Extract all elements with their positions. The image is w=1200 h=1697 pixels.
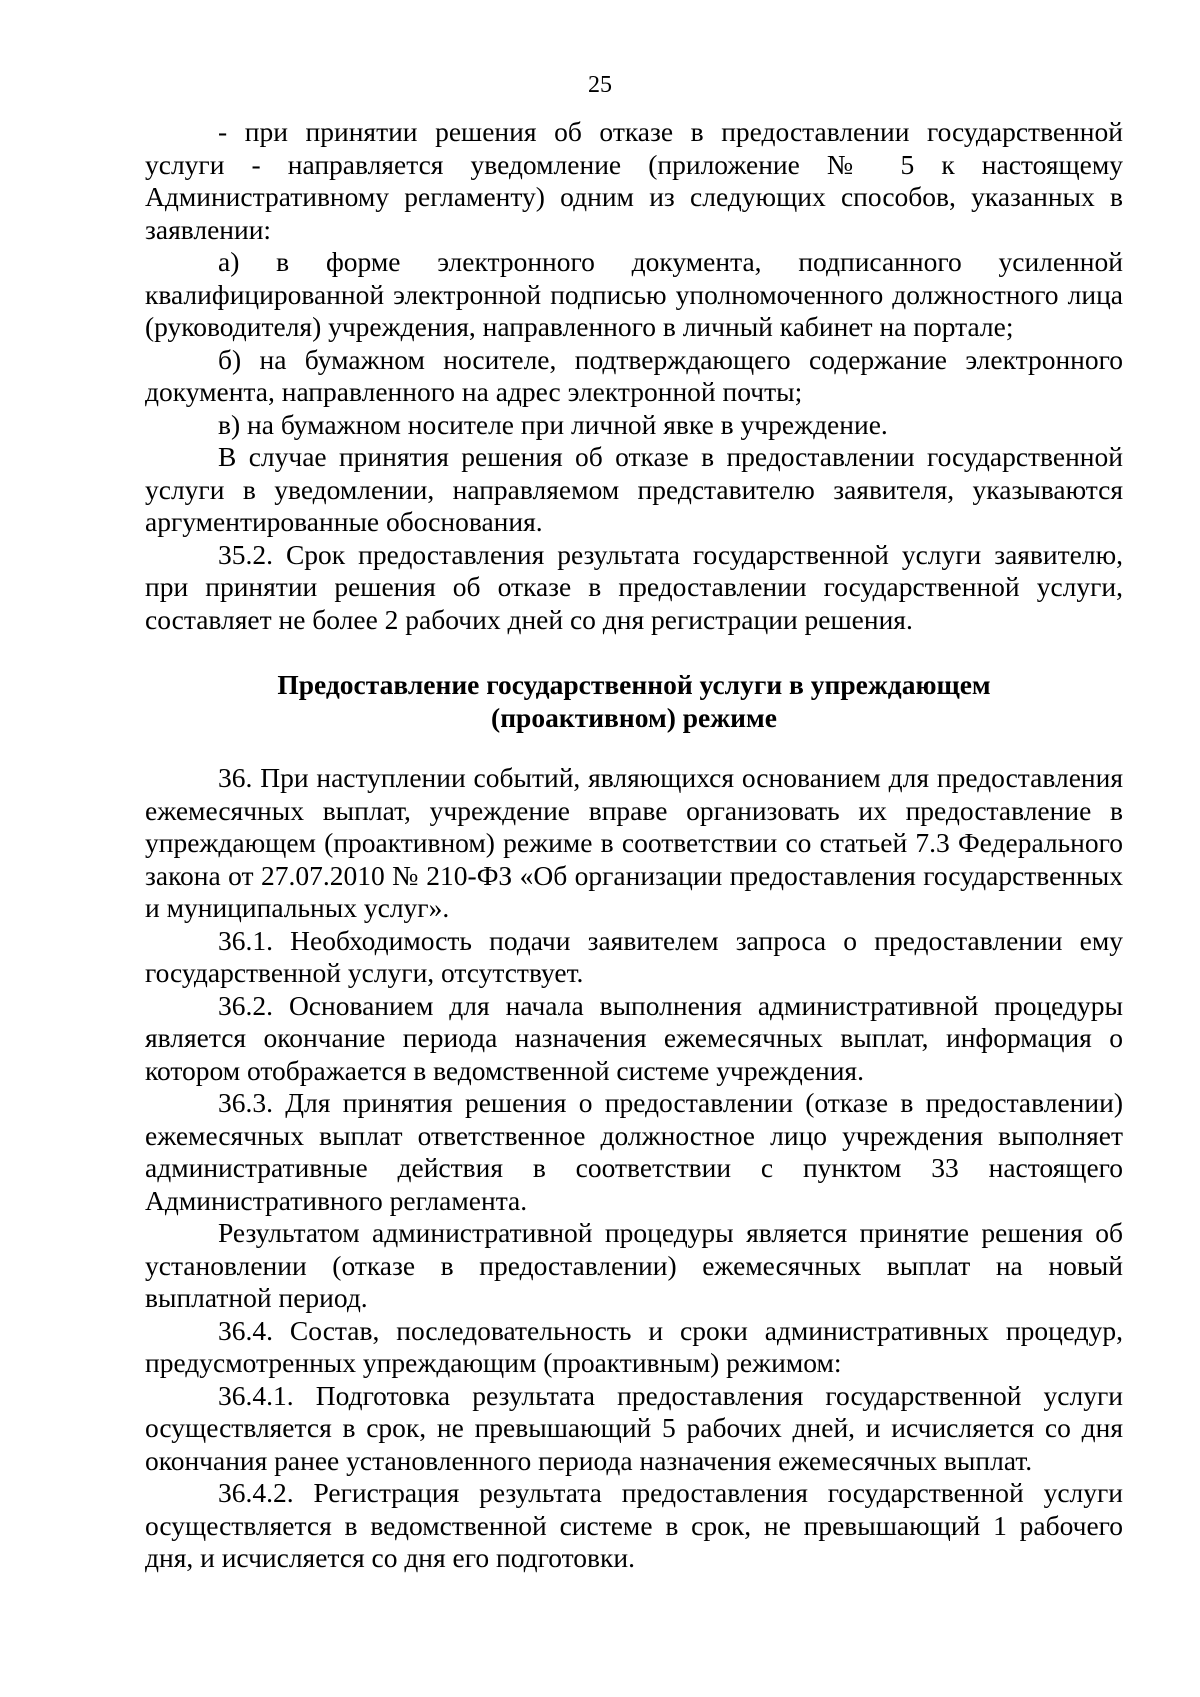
paragraph-option-a: а) в форме электронного документа, подписанного усиленной квалифицированной электронной подписью уполномоченного должностного лица (руководителя) учреждения, направленного в личный кабинет на портале;: [145, 246, 1123, 342]
paragraph-result: Результатом административной процедуры является принятие решения об установлении (отказе в предоставлении) ежемесячных выплат на новый выплатной период.: [145, 1217, 1123, 1313]
document-body: [145, 116, 1123, 1575]
paragraph-36: 36. При наступлении событий, являющихся основанием для предоставления ежемесячных выплат, учреждение вправе организовать их предоставление в упреждающем (проактивном) режиме в соответствии со статьей 7.3 Федерального закона от 27.07.2010 № 210-ФЗ «Об организации предоставления государственных и муниципальных услуг».: [145, 762, 1123, 923]
paragraph-representative-notice: В случае принятия решения об отказе в предоставлении государственной услуги в уведомлении, направляемом представителю заявителя, указываются аргументированные обоснования.: [145, 441, 1123, 537]
paragraph-36-4-1: 36.4.1. Подготовка результата предоставления государственной услуги осуществляется в срок, не превышающий 5 рабочих дней, и исчисляется со дня окончания ранее установленного периода назначения ежемесячных выплат.: [145, 1379, 1123, 1476]
section-heading-line-2: (проактивном) режиме: [491, 701, 777, 733]
paragraph-refusal-notice: - при принятии решения об отказе в предоставлении государственной услуги - направляется уведомление (приложение № 5 к настоящему Административному регламенту) одним из следующих способов, указанных в заявлении:: [145, 116, 1123, 245]
paragraph-option-c: в) на бумажном носителе при личной явке в учреждение.: [218, 408, 888, 440]
paragraph-36-2: 36.2. Основанием для начала выполнения административной процедуры является окончание периода назначения ежемесячных выплат, информация о котором отображается в ведомственной системе учреждения.: [145, 989, 1123, 1086]
paragraph-36-4: 36.4. Состав, последовательность и сроки административных процедур, предусмотренных упреждающим (проактивным) режимом:: [145, 1314, 1123, 1378]
page-number: 25: [588, 72, 612, 98]
section-heading: [145, 669, 1123, 734]
paragraph-36-1: 36.1. Необходимость подачи заявителем запроса о предоставлении ему государственной услуги, отсутствует.: [145, 924, 1123, 988]
paragraph-35-2: 35.2. Срок предоставления результата государственной услуги заявителю, при принятии решения об отказе в предоставлении государственной услуги, составляет не более 2 рабочих дней со дня регистрации решения.: [145, 538, 1123, 635]
paragraph-36-3: 36.3. Для принятия решения о предоставлении (отказе в предоставлении) ежемесячных выплат ответственное должностное лицо учреждения выполняет административные действия в соответствии с пунктом 33 настоящего Административного регламента.: [145, 1087, 1123, 1216]
paragraph-36-4-2: 36.4.2. Регистрация результата предоставления государственной услуги осуществляется в ведомственной системе в срок, не превышающий 1 рабочего дня, и исчисляется со дня его подготовки.: [145, 1477, 1123, 1573]
paragraph-option-b: б) на бумажном носителе, подтверждающего содержание электронного документа, направленного на адрес электронной почты;: [145, 343, 1123, 407]
section-heading-line-1: Предоставление государственной услуги в упреждающем: [277, 669, 991, 700]
